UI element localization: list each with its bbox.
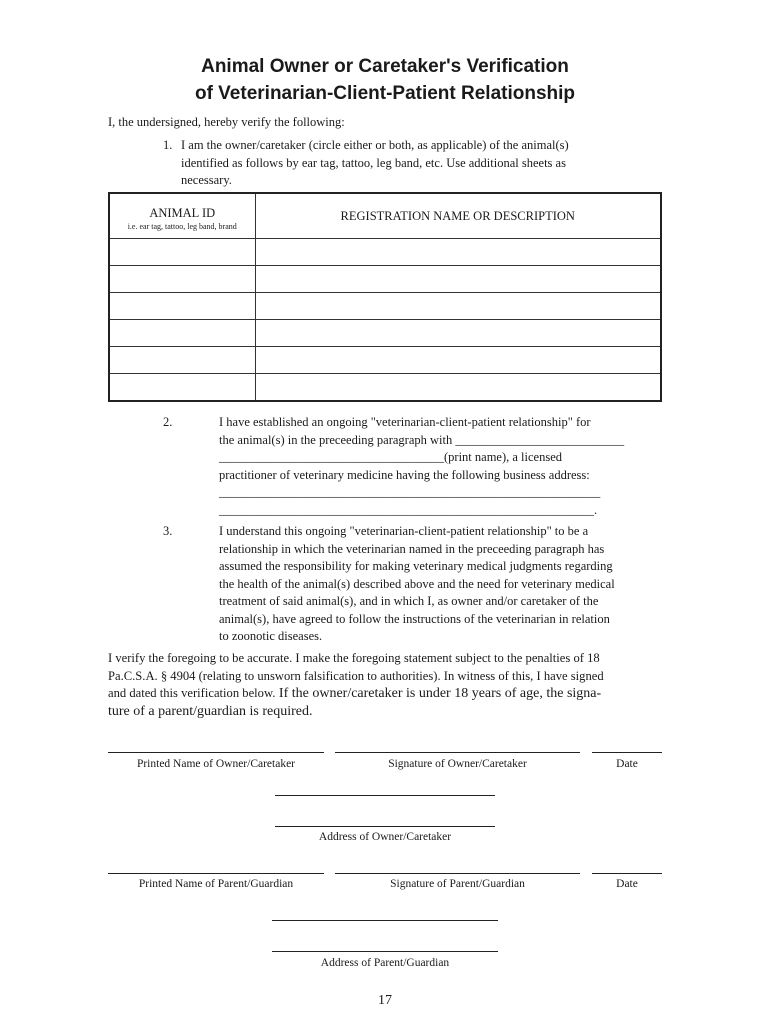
table-header-row	[109, 193, 661, 239]
animal-id-cell[interactable]	[109, 239, 255, 266]
item-3-line: to zoonotic diseases.	[219, 629, 323, 643]
registration-cell[interactable]	[255, 347, 661, 374]
guardian-printed-name-line[interactable]	[108, 873, 324, 874]
item-2-line: the animal(s) in the preceeding paragraph with ___________________________	[219, 432, 625, 447]
item-3-line: treatment of said animal(s), and in which I, as owner and/or caretaker of the	[219, 594, 599, 608]
intro-text: I, the undersigned, hereby verify the following:	[108, 115, 345, 129]
item-1-line: identified as follows by ear tag, tattoo, leg band, etc. Use additional sheets as	[181, 155, 566, 170]
guardian-address-label: Address of Parent/Guardian	[320, 957, 450, 969]
item-1-line: necessary.	[181, 173, 232, 187]
form-title-line-1: Animal Owner or Caretaker's Verification	[201, 56, 569, 77]
verification-line: Pa.C.S.A. § 4904 (relating to unsworn falsification to authorities). In witness of this, I have signed	[108, 668, 604, 683]
form-title-line-2: of Veterinarian-Client-Patient Relationship	[194, 83, 576, 104]
animal-id-cell[interactable]	[109, 347, 255, 374]
item-2-number: 2.	[163, 415, 173, 429]
table-row	[109, 266, 661, 293]
animal-id-header-sublabel: i.e. ear tag, tattoo, leg band, brand	[127, 222, 237, 231]
owner-signature-line[interactable]	[335, 752, 580, 753]
owner-date-label: Date	[616, 758, 638, 770]
minor-notice-part-1: If the owner/caretaker is under 18 years of age, the signa-	[275, 686, 602, 701]
guardian-address-line-1[interactable]	[272, 920, 498, 921]
table-row	[109, 374, 661, 402]
item-3-line: the health of the animal(s) described above and the need for veterinary medical	[219, 576, 615, 591]
guardian-signature-label: Signature of Parent/Guardian	[390, 878, 525, 890]
registration-header-label: REGISTRATION NAME OR DESCRIPTION	[340, 209, 575, 223]
item-2-text	[219, 414, 624, 519]
item-3-line: animal(s), have agreed to follow the instructions of the veterinarian in relation	[219, 611, 610, 626]
page-number: 17	[378, 993, 392, 1008]
item-1-number: 1.	[163, 138, 173, 152]
registration-cell[interactable]	[255, 320, 661, 347]
registration-cell[interactable]	[255, 266, 661, 293]
guardian-date-label: Date	[616, 878, 638, 890]
owner-printed-name-label: Printed Name of Owner/Caretaker	[136, 758, 296, 770]
item-3-line: assumed the responsibility for making veterinary medical judgments regarding	[219, 559, 613, 573]
owner-printed-name-line[interactable]	[108, 752, 324, 753]
animal-id-cell[interactable]	[109, 374, 255, 402]
guardian-date-line[interactable]	[592, 873, 662, 874]
animal-id-header	[109, 193, 255, 239]
registration-cell[interactable]	[255, 293, 661, 320]
table-row	[109, 293, 661, 320]
animal-id-header-label: ANIMAL ID	[149, 206, 216, 220]
animal-id-cell[interactable]	[109, 266, 255, 293]
table-row	[109, 347, 661, 374]
guardian-printed-name-label: Printed Name of Parent/Guardian	[138, 878, 294, 890]
registration-cell[interactable]	[255, 374, 661, 402]
item-3-line: I understand this ongoing "veterinarian-client-patient relationship" to be a	[219, 524, 589, 538]
table-row	[109, 239, 661, 266]
registration-header	[255, 193, 661, 239]
owner-signature-label: Signature of Owner/Caretaker	[388, 758, 527, 770]
guardian-signature-line[interactable]	[335, 873, 580, 874]
item-3-text	[219, 523, 615, 646]
verification-line: I verify the foregoing to be accurate. I make the foregoing statement subject to the penalties of 18	[108, 651, 600, 665]
table-row	[109, 320, 661, 347]
animal-id-cell[interactable]	[109, 320, 255, 347]
item-2-line: ____________________________________(print name), a licensed	[219, 450, 563, 464]
item-2-line: _____________________________________________________________	[219, 485, 601, 499]
animal-id-cell[interactable]	[109, 293, 255, 320]
minor-notice-part-2: ture of a parent/guardian is required.	[108, 703, 313, 719]
verification-paragraph	[108, 650, 604, 720]
owner-address-line-2[interactable]	[275, 826, 495, 827]
guardian-address-line-2[interactable]	[272, 951, 498, 952]
item-2-line: ____________________________________________________________.	[219, 502, 598, 517]
animal-id-table	[108, 192, 662, 402]
owner-address-label: Address of Owner/Caretaker	[318, 831, 452, 843]
item-1-line: I am the owner/caretaker (circle either or both, as applicable) of the animal(s)	[181, 138, 569, 152]
item-3-number: 3.	[163, 524, 173, 538]
registration-cell[interactable]	[255, 239, 661, 266]
verification-line: and dated this verification below.	[108, 686, 276, 700]
item-3-line: relationship in which the veterinarian named in the preceeding paragraph has	[219, 541, 605, 556]
owner-date-line[interactable]	[592, 752, 662, 753]
item-1-text	[181, 137, 569, 190]
item-2-line: practitioner of veterinary medicine having the following business address:	[219, 467, 590, 482]
owner-address-line-1[interactable]	[275, 795, 495, 796]
item-2-line: I have established an ongoing "veterinarian-client-patient relationship" for	[219, 415, 591, 429]
